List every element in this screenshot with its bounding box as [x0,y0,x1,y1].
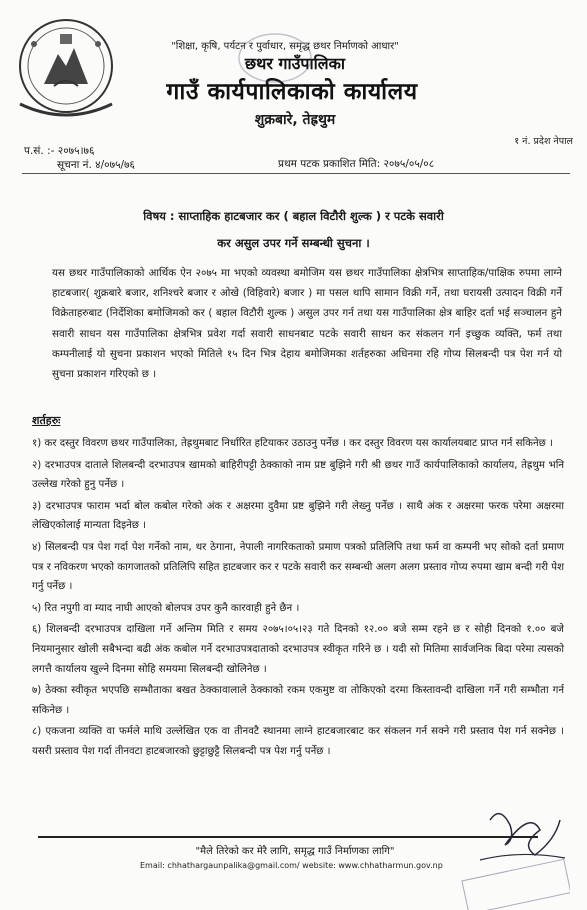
header-slogan: "शिक्षा, कृषि, पर्यटन र पुर्वाधार, समृद्ध छथर निर्माणको आधार" [171,41,399,52]
condition-item: ८) एकजना व्यक्ति वा फर्मले माथि उल्लेखित एक वा तीनवटै स्थानमा लाग्ने हाटबजारबाट कर संकलन गर्न सक्ने गरी प्रस्ताव पेश गर्न सक्नेछ । यसरी प्रस्ताव पेश गर्दा तीनवटा हाटबजारको छुट्टाछुट्टै सिलबन्दी पत्र पेश गर्नु पर्नेछ । [32,726,564,757]
office-title: गाउँ कार्यपालिकाको कार्यालय [166,79,418,105]
office-address: शुक्रबारे, तेह्रथुम [254,112,336,128]
conditions-title: शर्तहरुः [32,414,61,427]
condition-item: ५) रित नपुगी वा म्याद नाघी आएको बोलपत्र उपर कुनै कारवाही हुने छैन । [32,602,300,614]
notice-number: सूचना नं. ४/०७५/७६ [57,159,135,171]
notice-subject: विषय : साप्ताहिक हाटबजार कर ( बहाल विटौरी शुल्क ) र पटके सवारी [143,209,444,223]
notice-heading: कर असुल उपर गर्ने सम्बन्धी सुचना । [217,236,370,250]
signature-stamp-icon [460,800,570,910]
conditions-list [32,434,564,764]
condition-item: ७) ठेक्का स्वीकृत भएपछि सम्भौताका बखत ठेक्कावालाले ठेक्काको रकम एकमुष्ट वा तोकिएको दरमा किस्तावन्दी दाखिला गर्ने गरी सम्भौता गर्न सकिनेछ । [32,685,564,716]
footer-divider [38,836,538,838]
reference-number: प.सं. :- २०७५।७६ [24,145,95,157]
condition-item: ४) सिलबन्दी पत्र पेश गर्दा पेश गर्नेको नाम, थर ठेगाना, नेपाली नागरिकताको प्रमाण पत्रको प्रतिलिपि तथा फर्म वा कम्पनी भए सोको दर्ता प्रमाण पत्र र नविकरण भएको कागजातको प्रतिलिपि सहित हाटबजार कर र पटके सवारी कर सम्बन्धी अलग अलग प्रस्ताव गोप्य रुपमा खाम बन्दी गरी पेश गर्नु पर्नेछ । [32,541,564,593]
office-stamp-icon [100,28,330,108]
province-label: १ नं. प्रदेश नेपाल [514,136,573,147]
condition-item: १) कर दस्तुर विवरण छथर गाउँपालिका, तेह्रथुमबाट निर्धारित हटियाकर उठाउनु पर्नेछ । कर दस्तुर विवरण यस कार्यालयबाट प्राप्त गर्न सकिनेछ । [32,438,553,449]
footer-contact: Email: chhathargaunpalika@gmail.com/ website: www.chhatharmun.gov.np [140,861,443,870]
published-date: प्रथम पटक प्रकाशित मिति: २०७५/०५/०८ [278,158,435,170]
condition-item: ६) शिलबन्दी दरभाउपत्र दाखिला गर्ने अन्तिम मिति र समय २०७५।०५।२३ गते दिनको १२.०० बजे सम्म रहने छ र सोही दिनको १.०० बजे नियमानुसार खोली सबैभन्दा बढी अंक कबोल गर्ने दरभाउपत्रदाताको दरभाउपत्र स्वीकृत गरिने छ । यदी सो मितिमा सार्वजनिक बिदा परेमा त्यसको लगत्तै कार्यालय खुल्ने दिनमा सोहि समयमा सिलबन्दी खोलिनेछ । [32,624,564,675]
condition-item: २) दरभाउपत्र दाताले शिलबन्दी दरभाउपत्र खामको बाहिरीपट्टी ठेक्काको नाम प्रष्ट बुझिने गरी श्री छथर गाउँ कार्यपालिकाको कार्यालय, तेह्रथुम भनि उल्लेख गरेको हुनु पर्नेछ । [32,459,564,491]
header-divider [22,173,570,174]
municipality-name: छथर गाउँपालिका [244,54,346,73]
condition-item: ३) दरभाउपत्र फाराम भर्दा बोल कबोल गरेको अंक र अक्षरमा दुवैमा प्रष्ट बुझिने गरी लेख्नु पर्नेछ । साथै अंक र अक्षरमा फरक परेमा अक्षरमा लेखिएकोलाई मान्यता दिइनेछ । [32,500,564,532]
footer-slogan: "मैले तिरेको कर मेरै लागि, समृद्ध गाउँ निर्माणका लागि" [195,846,395,857]
intro-paragraph: यस छथर गाउँपालिकाको आर्थिक ऐन २०७५ मा भएको व्यवस्था बमोजिम यस छथर गाउँपालिका क्षेत्रभित्र साप्ताहिक/पाक्षिक रुपमा लाग्ने हाटबजार( शुक्रबारे बजार, शनिश्चरे बजार र ओखे (विहिवारे) बजार ) मा पसल थापि सामान विक्री गर्ने, तथा घरायसी उत्पादन विक्री गर्ने विक्रेताहरुबाट (निर्देशिका बमोजिमको कर ( बहाल विटौरी शुल्क ) असुल उपर गर्न तथा यस गाउँपालिका क्षेत्र बाहिर दर्ता भई सञ्चालन हुने सवारी साधन यस गाउँपालिका क्षेत्रभित्र प्रवेश गर्दा सवारी साधनबाट पटके सवारी साधन कर संकलन गर्न इच्छुक व्यक्ति, फर्म तथा कम्पनीलाई यो सुचना प्रकाशन भएको मितिले १५ दिन भित्र देहाय बमोजिमका शर्तहरुका अधिनमा रहि गोप्य सिलबन्दी पत्र पेश गर्न यो सुचना प्रकाशन गरिएको छ । [52,267,562,381]
